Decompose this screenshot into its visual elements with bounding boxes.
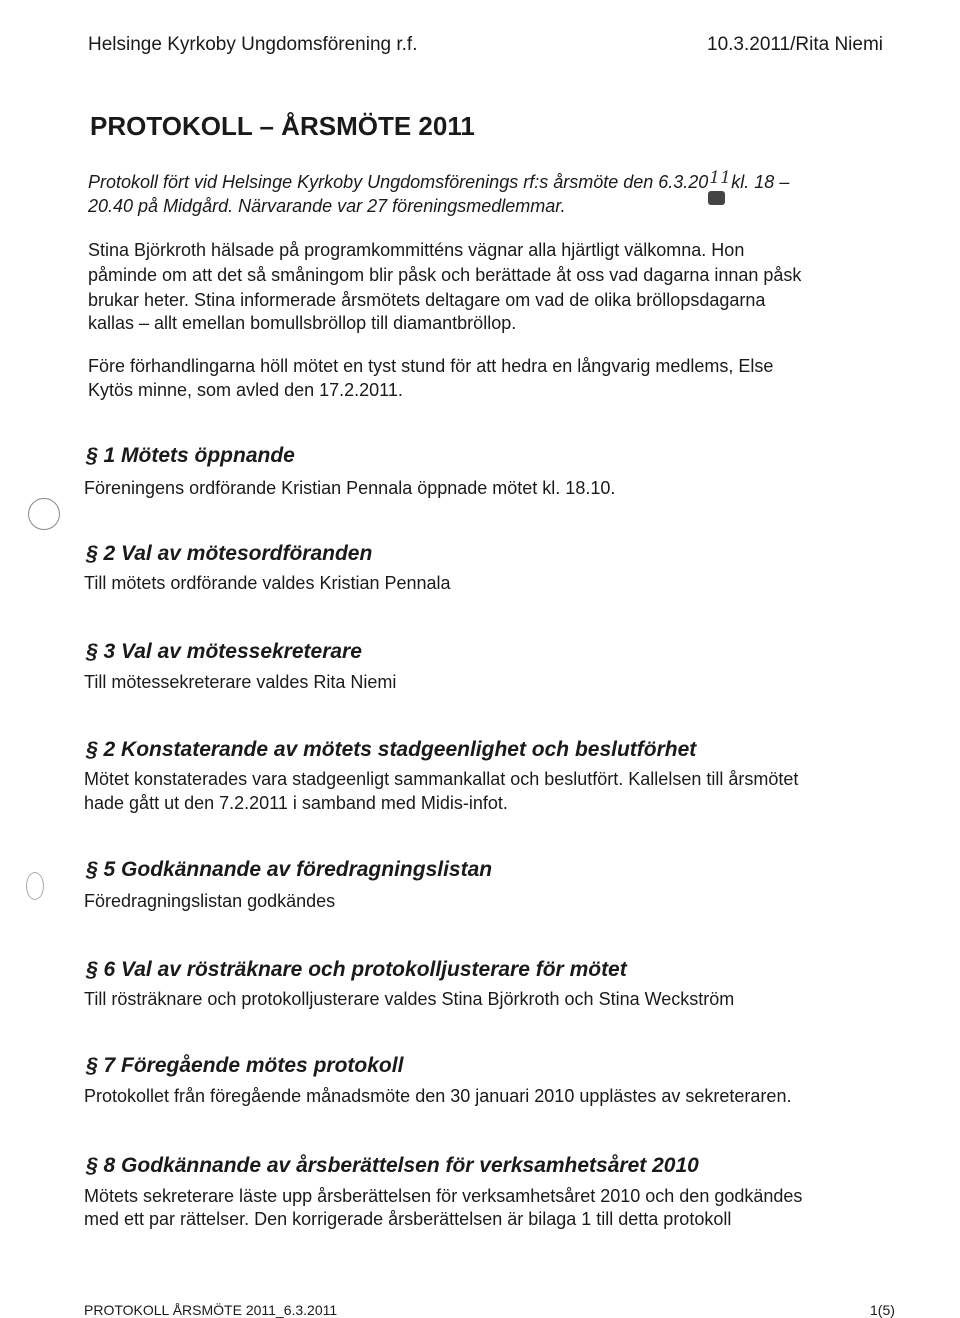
intro-text-end: kl. 18 – (726, 172, 790, 192)
page-title: PROTOKOLL – ÅRSMÖTE 2011 (90, 111, 475, 141)
paragraph-line: Stina Björkroth hälsade på programkommitténs vägnar alla hjärtligt välkomna. Hon (88, 240, 745, 260)
section-heading: § 2 Konstaterande av mötets stadgeenlighet och beslutförhet (86, 738, 697, 761)
section-text: Till mötets ordförande valdes Kristian Pennala (84, 573, 451, 593)
section-text: Föredragningslistan godkändes (84, 891, 336, 911)
paragraph-line: brukar heter. Stina informerade årsmötets deltagare om vad de olika bröllopsdagarna (88, 290, 766, 310)
punch-hole-mark (26, 872, 44, 900)
intro-line-2: 20.40 på Midgård. Närvarande var 27 föreningsmedlemmar. (88, 196, 566, 216)
paragraph-line: Före förhandlingarna höll mötet en tyst stund för att hedra en långvarig medlems, Else (88, 356, 774, 376)
paragraph-line: kallas – allt emellan bomullsbröllop till diamantbröllop. (88, 313, 517, 333)
header-date-author: 10.3.2011/Rita Niemi (707, 34, 884, 55)
intro-text-start: Protokoll fört vid Helsinge Kyrkoby Ungdomsförenings rf:s årsmöte den 6.3.20 (88, 172, 709, 192)
footer-doc-name: PROTOKOLL ÅRSMÖTE 2011_6.3.2011 (84, 1302, 338, 1318)
section-heading: § 1 Mötets öppnande (86, 444, 295, 467)
header-organization: Helsinge Kyrkoby Ungdomsförening r.f. (88, 34, 418, 55)
footer-page-number: 1(5) (870, 1302, 895, 1318)
section-heading: § 2 Val av mötesordföranden (86, 542, 373, 565)
section-text: Till rösträknare och protokolljusterare valdes Stina Björkroth och Stina Weckström (84, 989, 735, 1009)
section-heading: § 7 Föregående mötes protokoll (86, 1054, 404, 1077)
section-text: hade gått ut den 7.2.2011 i samband med Midis-infot. (84, 793, 508, 813)
section-text: Protokollet från föregående månadsmöte den 30 januari 2010 upplästes av sekreteraren. (84, 1086, 792, 1106)
section-heading: § 3 Val av mötessekreterare (86, 640, 362, 663)
section-text: Mötets sekreterare läste upp årsberättelsen för verksamhetsåret 2010 och den godkändes (84, 1186, 803, 1206)
punch-hole-mark (28, 498, 60, 530)
section-text: Mötet konstaterades vara stadgeenligt sammankallat och beslutfört. Kallelsen till årsmötet (84, 769, 799, 789)
section-text: med ett par rättelser. Den korrigerade årsberättelsen är bilaga 1 till detta protokoll (84, 1209, 732, 1229)
section-text: Till mötessekreterare valdes Rita Niemi (84, 672, 397, 692)
scribble-mark (708, 191, 725, 205)
section-heading: § 5 Godkännande av föredragningslistan (86, 858, 493, 881)
intro-line-1 (88, 168, 790, 193)
section-heading: § 6 Val av rösträknare och protokolljusterare för mötet (86, 958, 627, 981)
paragraph-line: Kytös minne, som avled den 17.2.2011. (88, 380, 403, 400)
section-heading: § 8 Godkännande av årsberättelsen för verksamhetsåret 2010 (86, 1154, 699, 1177)
handwritten-year: 11 (709, 168, 731, 188)
section-text: Föreningens ordförande Kristian Pennala öppnade mötet kl. 18.10. (84, 478, 616, 498)
paragraph-line: påminde om att det så småningom blir påsk och berättade åt oss vad dagarna innan påsk (88, 265, 802, 285)
